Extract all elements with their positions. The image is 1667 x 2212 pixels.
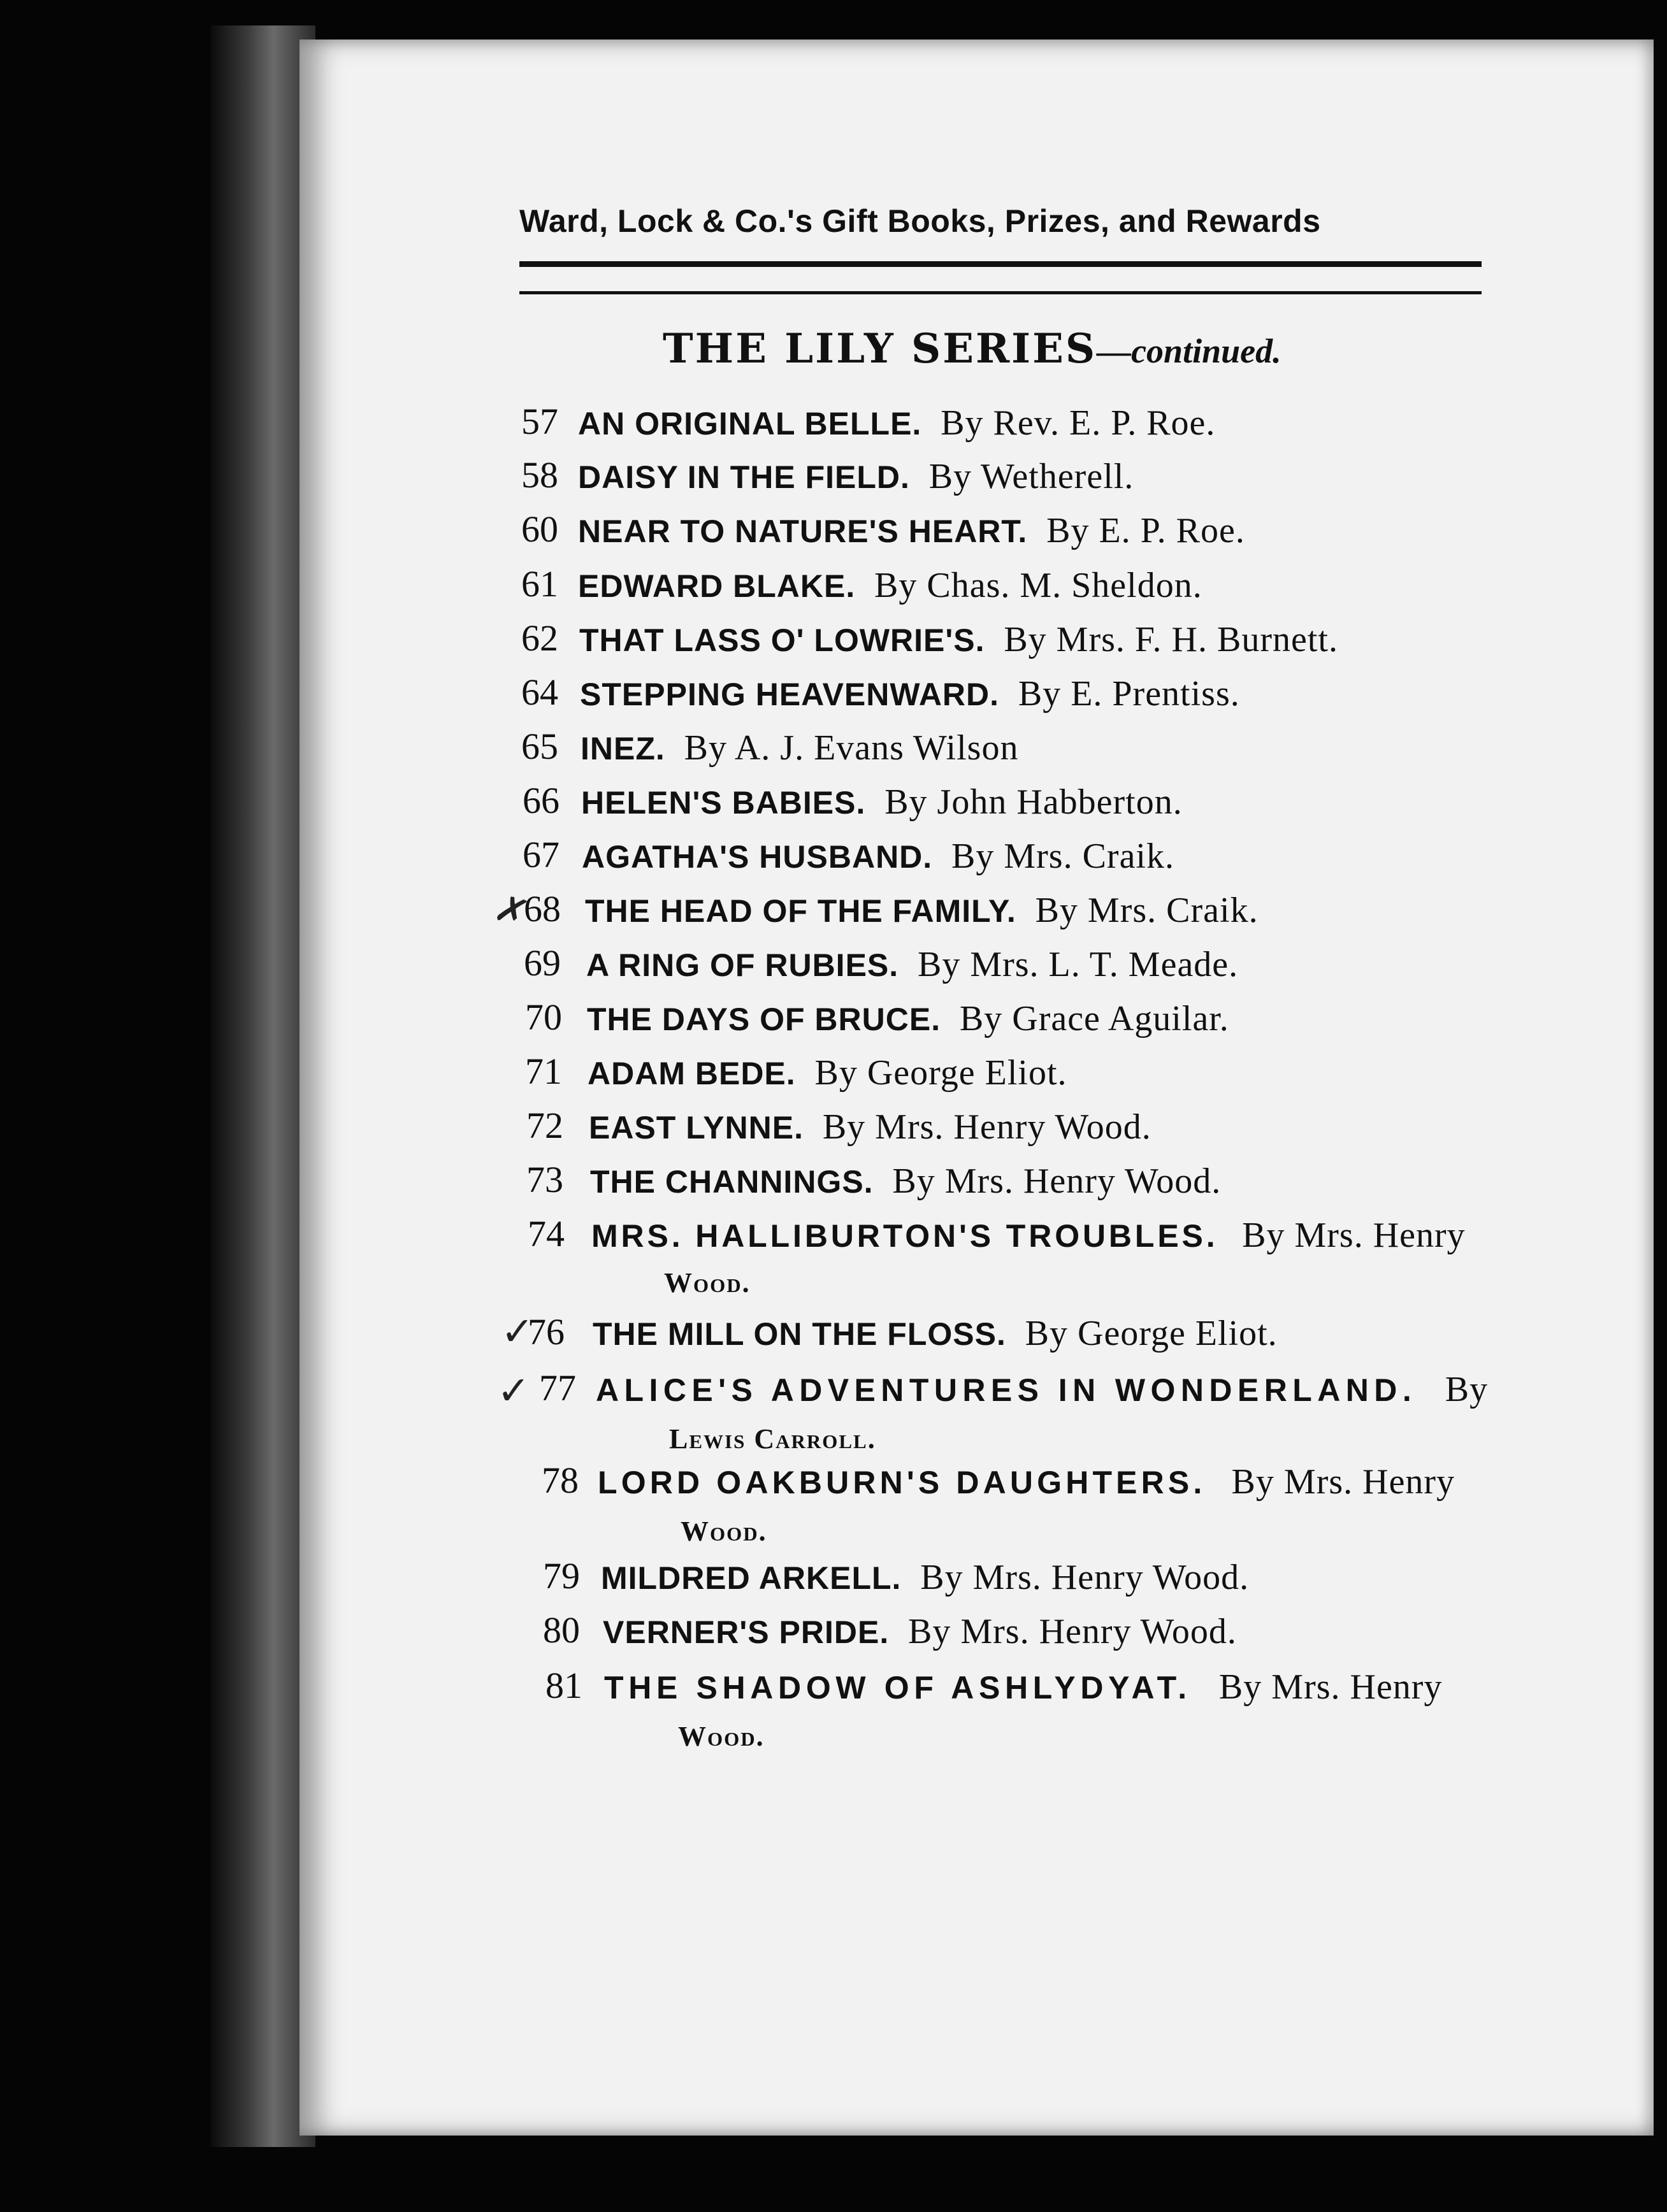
entry-title: STEPPING HEAVENWARD.	[580, 677, 1000, 712]
entry-number: 62	[521, 617, 558, 659]
running-head: Ward, Lock & Co.'s Gift Books, Prizes, and Rewards	[519, 203, 1321, 239]
entry-number: 69	[524, 942, 561, 984]
entry-number: 79	[543, 1555, 580, 1597]
entry-title: AGATHA'S HUSBAND.	[582, 839, 933, 875]
entry-title: HELEN'S BABIES.	[581, 785, 866, 821]
entry-gap	[889, 1614, 908, 1650]
entry-number: 67	[523, 834, 559, 875]
entry-line	[593, 1313, 1278, 1354]
entry-line	[579, 619, 1338, 660]
entry-title: LORD OAKBURN'S DAUGHTERS.	[598, 1465, 1206, 1500]
header-rule-thin	[519, 291, 1482, 294]
handwritten-check-76: ✓	[501, 1308, 534, 1354]
entry-gap	[1016, 893, 1036, 929]
entry-number: 73	[526, 1159, 563, 1200]
entry-number: 65	[521, 726, 558, 767]
entry-author: By Mrs. F. H. Burnett.	[1004, 620, 1338, 659]
entry-gap	[999, 677, 1018, 712]
entry-gap	[1417, 1372, 1445, 1408]
entry-author: By George Eliot.	[1025, 1314, 1278, 1353]
entry-author: By John Habberton.	[884, 782, 1183, 822]
entry-title: MRS. HALLIBURTON'S TROUBLES.	[591, 1218, 1218, 1254]
entry-author: By Mrs. L. T. Meade.	[917, 945, 1239, 984]
entry-gap	[985, 622, 1004, 658]
entry-author: By E. P. Roe.	[1046, 511, 1245, 550]
entry-line	[589, 1107, 1151, 1147]
entry-title: EAST LYNNE.	[589, 1110, 804, 1146]
entry-gap	[901, 1560, 920, 1596]
entry-author: By Mrs. Henry	[1231, 1462, 1455, 1502]
entry-number: 78	[542, 1460, 579, 1501]
entry-title: THE HEAD OF THE FAMILY.	[585, 893, 1016, 929]
entry-author: By George Eliot.	[814, 1053, 1067, 1093]
entry-author: By Wetherell.	[928, 457, 1134, 496]
entry-number: 77	[539, 1367, 576, 1409]
entry-title: THE SHADOW OF ASHLYDYAT.	[604, 1670, 1192, 1706]
entry-line	[585, 890, 1259, 931]
entry-title: EDWARD BLAKE.	[578, 568, 856, 604]
entry-author: By Mrs. Henry Wood.	[908, 1612, 1237, 1651]
entry-author: By Rev. E. P. Roe.	[941, 403, 1216, 443]
entry-author: By Mrs. Henry	[1218, 1667, 1443, 1707]
header-rule-thick	[519, 261, 1482, 267]
entry-gap	[796, 1056, 815, 1091]
entry-number: 57	[521, 401, 558, 442]
entry-line	[578, 403, 1215, 443]
entry-title: NEAR TO NATURE'S HEART.	[578, 514, 1028, 549]
entry-title: MILDRED ARKELL.	[601, 1560, 902, 1596]
entry-author: By Mrs. Henry Wood.	[920, 1558, 1250, 1597]
entry-line	[586, 944, 1238, 985]
entry-gap	[898, 947, 918, 983]
series-title-text: THE LILY SERIES	[663, 325, 1097, 373]
entry-gap	[910, 459, 929, 495]
entry-title: THE MILL ON THE FLOSS.	[593, 1316, 1006, 1352]
entry-number: 61	[521, 563, 558, 605]
entry-title: THE CHANNINGS.	[590, 1164, 874, 1200]
entry-gap	[1218, 1218, 1243, 1254]
entry-number: 76	[528, 1311, 565, 1353]
series-title	[663, 325, 1281, 373]
entry-number: 64	[521, 672, 558, 713]
entry-title: INEZ.	[581, 731, 665, 766]
entry-author: By Mrs. Henry Wood.	[822, 1107, 1151, 1147]
entry-line	[590, 1161, 1221, 1202]
entry-line	[582, 836, 1174, 877]
entry-gap	[874, 1164, 893, 1200]
entry-title: DAISY IN THE FIELD.	[578, 459, 910, 495]
entry-line	[596, 1369, 1488, 1410]
entry-author: By Mrs. Craik.	[951, 837, 1174, 876]
entry-author: By Mrs. Craik.	[1035, 891, 1259, 930]
entry-title: A RING OF RUBIES.	[586, 947, 899, 983]
entry-number: 60	[521, 508, 558, 550]
entry-line	[587, 998, 1229, 1039]
entry-line	[578, 510, 1245, 551]
handwritten-check-77: ✓	[497, 1367, 530, 1414]
entry-number: 71	[525, 1051, 562, 1092]
entry-number: 68	[524, 888, 561, 930]
entry-author: By E. Prentiss.	[1018, 674, 1240, 714]
entry-number: 66	[523, 780, 559, 821]
entry-line	[591, 1215, 1466, 1256]
entry-author-continued: Wood.	[664, 1267, 751, 1298]
entry-author: By	[1445, 1370, 1489, 1409]
handwritten-mark-68: ✗	[489, 884, 535, 938]
entry-author: By Grace Aguilar.	[959, 999, 1229, 1038]
entry-title: THE DAYS OF BRUCE.	[587, 1002, 941, 1037]
series-continued: —continued.	[1097, 332, 1281, 370]
entry-number: 58	[521, 454, 558, 496]
entry-author: By A. J. Evans Wilson	[684, 728, 1019, 768]
entry-gap	[1006, 1316, 1025, 1352]
entry-author: By Mrs. Henry Wood.	[892, 1161, 1222, 1201]
entry-gap	[804, 1110, 823, 1146]
entry-gap	[665, 731, 684, 766]
entry-author: By Chas. M. Sheldon.	[874, 566, 1202, 605]
entry-number: 72	[526, 1105, 563, 1146]
entry-line	[604, 1667, 1442, 1707]
entry-gap	[932, 839, 951, 875]
entry-author: By Mrs. Henry	[1242, 1216, 1466, 1255]
entry-line	[601, 1557, 1249, 1598]
entry-line	[598, 1462, 1455, 1502]
entry-gap	[855, 568, 874, 604]
entry-line	[603, 1611, 1237, 1652]
entry-line	[578, 565, 1202, 606]
entry-number: 80	[543, 1609, 580, 1651]
entry-gap	[1192, 1670, 1219, 1706]
entry-line	[588, 1052, 1067, 1093]
entry-line	[581, 728, 1018, 768]
entry-gap	[1027, 514, 1046, 549]
entry-author-continued: Lewis Carroll.	[669, 1423, 876, 1454]
entry-author-continued: Wood.	[681, 1516, 767, 1547]
entry-number: 74	[528, 1213, 565, 1254]
entry-author-continued: Wood.	[678, 1721, 765, 1752]
entry-title: ADAM BEDE.	[588, 1056, 796, 1091]
entry-gap	[865, 785, 884, 821]
entry-line	[581, 782, 1183, 822]
entry-title: VERNER'S PRIDE.	[603, 1614, 890, 1650]
entry-number: 70	[525, 996, 562, 1038]
entry-number: 81	[545, 1665, 582, 1706]
entry-gap	[941, 1002, 960, 1037]
entry-title: THAT LASS O' LOWRIE'S.	[579, 622, 985, 658]
entry-title: ALICE'S ADVENTURES IN WONDERLAND.	[596, 1372, 1417, 1408]
entry-line	[578, 456, 1134, 497]
entry-title: AN ORIGINAL BELLE.	[578, 406, 922, 442]
entry-gap	[1206, 1465, 1231, 1500]
entry-line	[580, 673, 1240, 714]
entry-gap	[921, 406, 941, 442]
